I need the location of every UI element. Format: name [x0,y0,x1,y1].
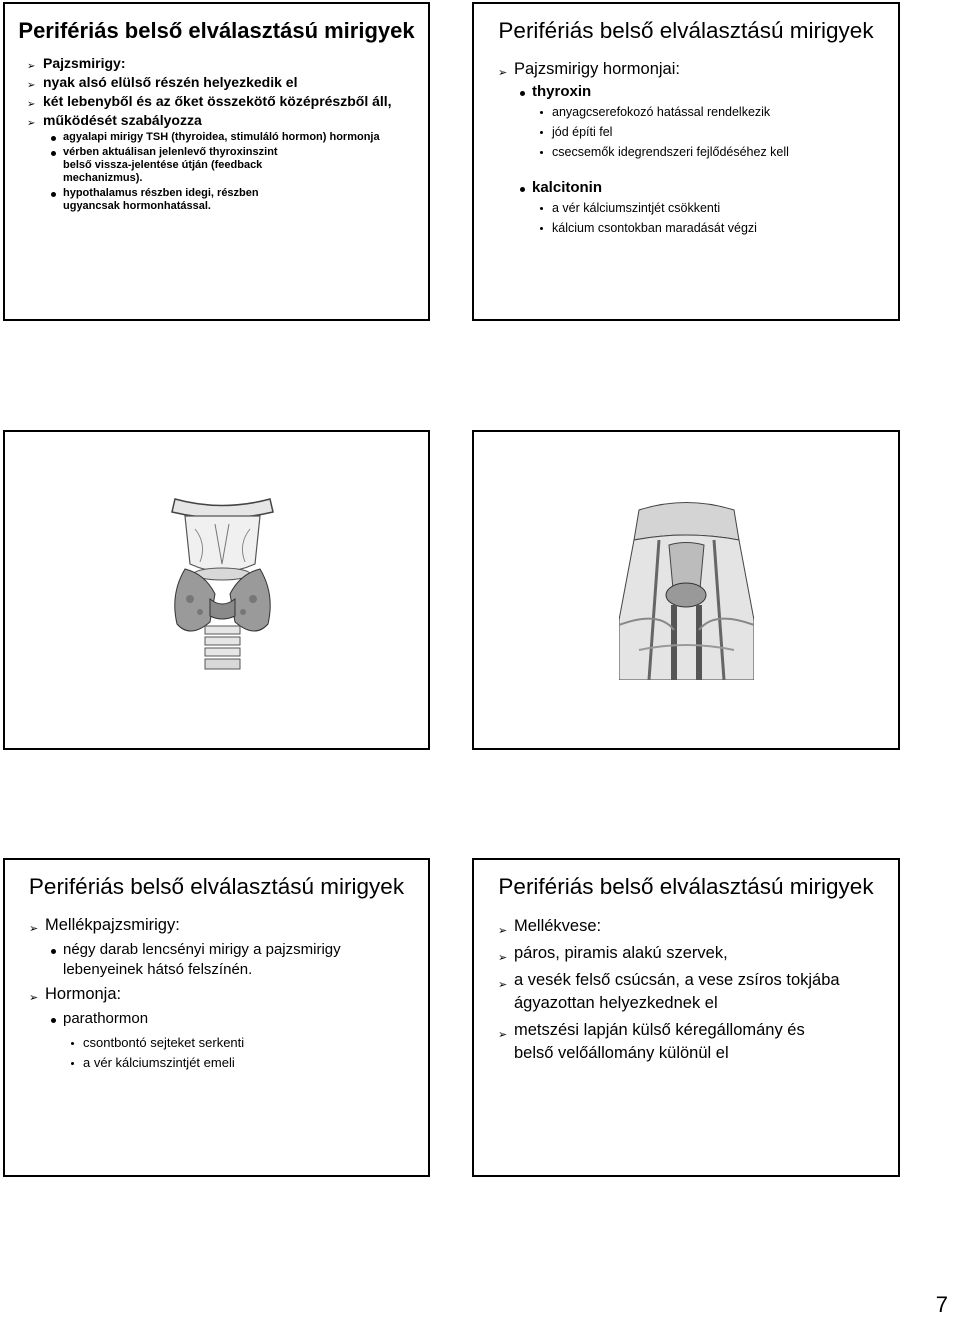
list-subitem: parathormon [5,1009,428,1029]
bullet-list [474,59,898,238]
bullet-list [474,915,898,1065]
list-item: ➢ metszési lapján külső kéregállomány és belső velőállomány különül el [474,1019,848,1065]
neck-anatomy-illustration [619,500,754,680]
slide-title: Perifériás belső elválasztású mirigyek [18,18,415,43]
list-item: ➢ működését szabályozza [5,112,428,129]
bullet-list [5,915,428,1073]
list-item: ➢ páros, piramis alakú szervek, [474,942,848,965]
list-item: ➢ két lebenyből és az őket összekötő középrészből áll, [5,93,428,110]
list-point: csontbontó sejteket serkenti [5,1033,428,1053]
list-subitem: agyalapi mirigy TSH (thyroidea, stimuláló hormon) hormonja [5,131,428,144]
list-item: ➢ a vesék felső csúcsán, a vese zsíros tokjába ágyazottan helyezkednek el [474,969,848,1015]
list-item: ➢ Mellékpajzsmirigy: [5,915,428,936]
list-subitem: hypothalamus részben idegi, részben ugyancsak hormonhatással. [5,187,428,213]
slide-title: Perifériás belső elválasztású mirigyek [498,18,874,43]
list-item: ➢ nyak alsó elülső részén helyezkedik el [5,74,428,91]
page-number: 7 [935,1292,948,1317]
bullet-list [5,55,428,213]
list-item: ➢ Hormonja: [5,984,428,1005]
slide-1 [3,2,430,321]
list-item: ➢ Mellékvese: [474,915,848,938]
list-item: ➢ Pajzsmirigy hormonjai: [474,59,898,80]
list-point: anyagcserefokozó hatással rendelkezik [474,102,898,122]
list-point: a vér kálciumszintjét csökkenti [474,198,898,218]
slide-title: Perifériás belső elválasztású mirigyek [498,874,874,899]
list-point: csecsemők idegrendszeri fejlődéséhez kell [474,142,898,162]
list-subitem: négy darab lencsényi mirigy a pajzsmirigy lebenyeinek hátsó felszínén. [5,940,428,980]
list-item: ➢ Pajzsmirigy: [5,55,428,72]
spacer [474,162,898,176]
list-point: a vér kálciumszintjét emeli [5,1053,428,1073]
list-subitem: kalcitonin [474,178,898,198]
list-point: jód építi fel [474,122,898,142]
slide-3 [3,430,430,750]
slide-5 [3,858,430,1177]
slide-4 [472,430,900,750]
list-point: kálcium csontokban maradását végzi [474,218,898,238]
thyroid-illustration [155,494,290,674]
slide-2 [472,2,900,321]
list-subitem: vérben aktuálisan jelenlevő thyroxinszint belső vissza-jelentése útján (feedback mechanizmus). [5,146,428,185]
slide-title: Perifériás belső elválasztású mirigyek [28,874,405,899]
list-subitem: thyroxin [474,82,898,102]
slide-6 [472,858,900,1177]
